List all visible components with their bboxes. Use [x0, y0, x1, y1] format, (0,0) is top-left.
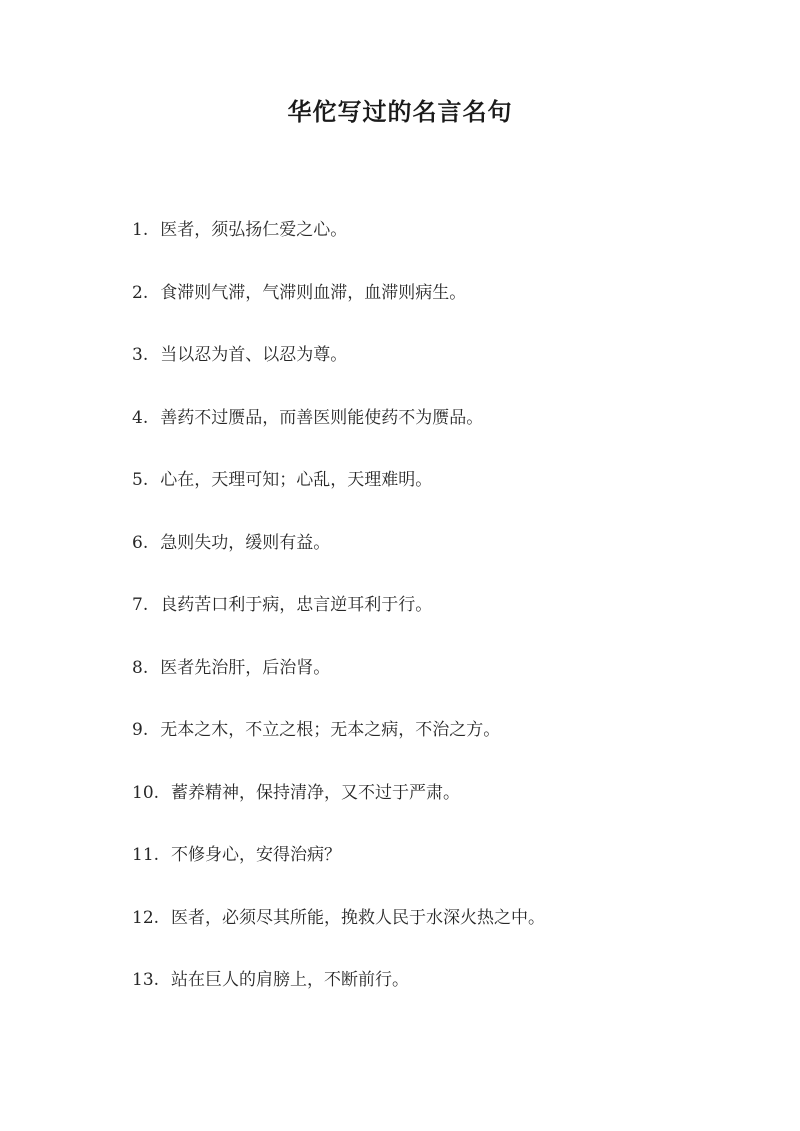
list-item — [132, 215, 545, 278]
item-text: 医者，必须尽其所能，挽救人民于水深火热之中。 — [171, 907, 546, 928]
list-item — [132, 778, 545, 841]
list-item — [132, 528, 545, 591]
item-number: 13. — [132, 970, 160, 990]
item-number: 4. — [132, 407, 149, 428]
item-number: 11. — [132, 845, 160, 865]
list-item — [132, 715, 545, 778]
item-text: 医者，须弘扬仁爱之心。 — [160, 220, 348, 240]
item-text: 无本之木，不立之根；无本之病，不治之方。 — [160, 720, 501, 740]
item-text: 良药苦口利于病，忠言逆耳利于行。 — [160, 595, 433, 615]
list-item — [132, 340, 545, 403]
list-item — [132, 653, 545, 716]
item-text: 急则失功，缓则有益。 — [160, 532, 331, 553]
quote-list — [132, 215, 545, 1028]
item-number: 5. — [132, 470, 149, 490]
item-number: 1. — [132, 220, 149, 240]
list-item — [132, 840, 545, 903]
item-number: 3. — [132, 345, 149, 365]
item-text: 当以忍为首、以忍为尊。 — [160, 345, 348, 365]
list-item — [132, 465, 545, 528]
item-number: 9. — [132, 720, 149, 740]
item-number: 7. — [132, 595, 149, 615]
list-item — [132, 590, 545, 653]
item-text: 医者先治肝，后治肾。 — [160, 657, 331, 678]
item-number: 8. — [132, 657, 149, 678]
list-item — [132, 903, 545, 966]
list-item — [132, 278, 545, 341]
item-number: 10. — [132, 782, 160, 803]
item-text: 善药不过赝品，而善医则能使药不为赝品。 — [160, 407, 484, 428]
item-text: 不修身心，安得治病？ — [171, 845, 342, 865]
item-text: 心在，天理可知；心乱，天理难明。 — [160, 470, 433, 490]
item-text: 蓄养精神，保持清净，又不过于严肃。 — [171, 782, 461, 803]
item-number: 2. — [132, 282, 149, 303]
list-item — [132, 965, 545, 1028]
item-text: 站在巨人的肩膀上，不断前行。 — [171, 970, 410, 990]
list-item — [132, 403, 545, 466]
page-title: 华佗写过的名言名句 — [287, 97, 513, 126]
item-text: 食滞则气滞，气滞则血滞，血滞则病生。 — [160, 282, 467, 303]
item-number: 12. — [132, 907, 160, 928]
item-number: 6. — [132, 532, 149, 553]
